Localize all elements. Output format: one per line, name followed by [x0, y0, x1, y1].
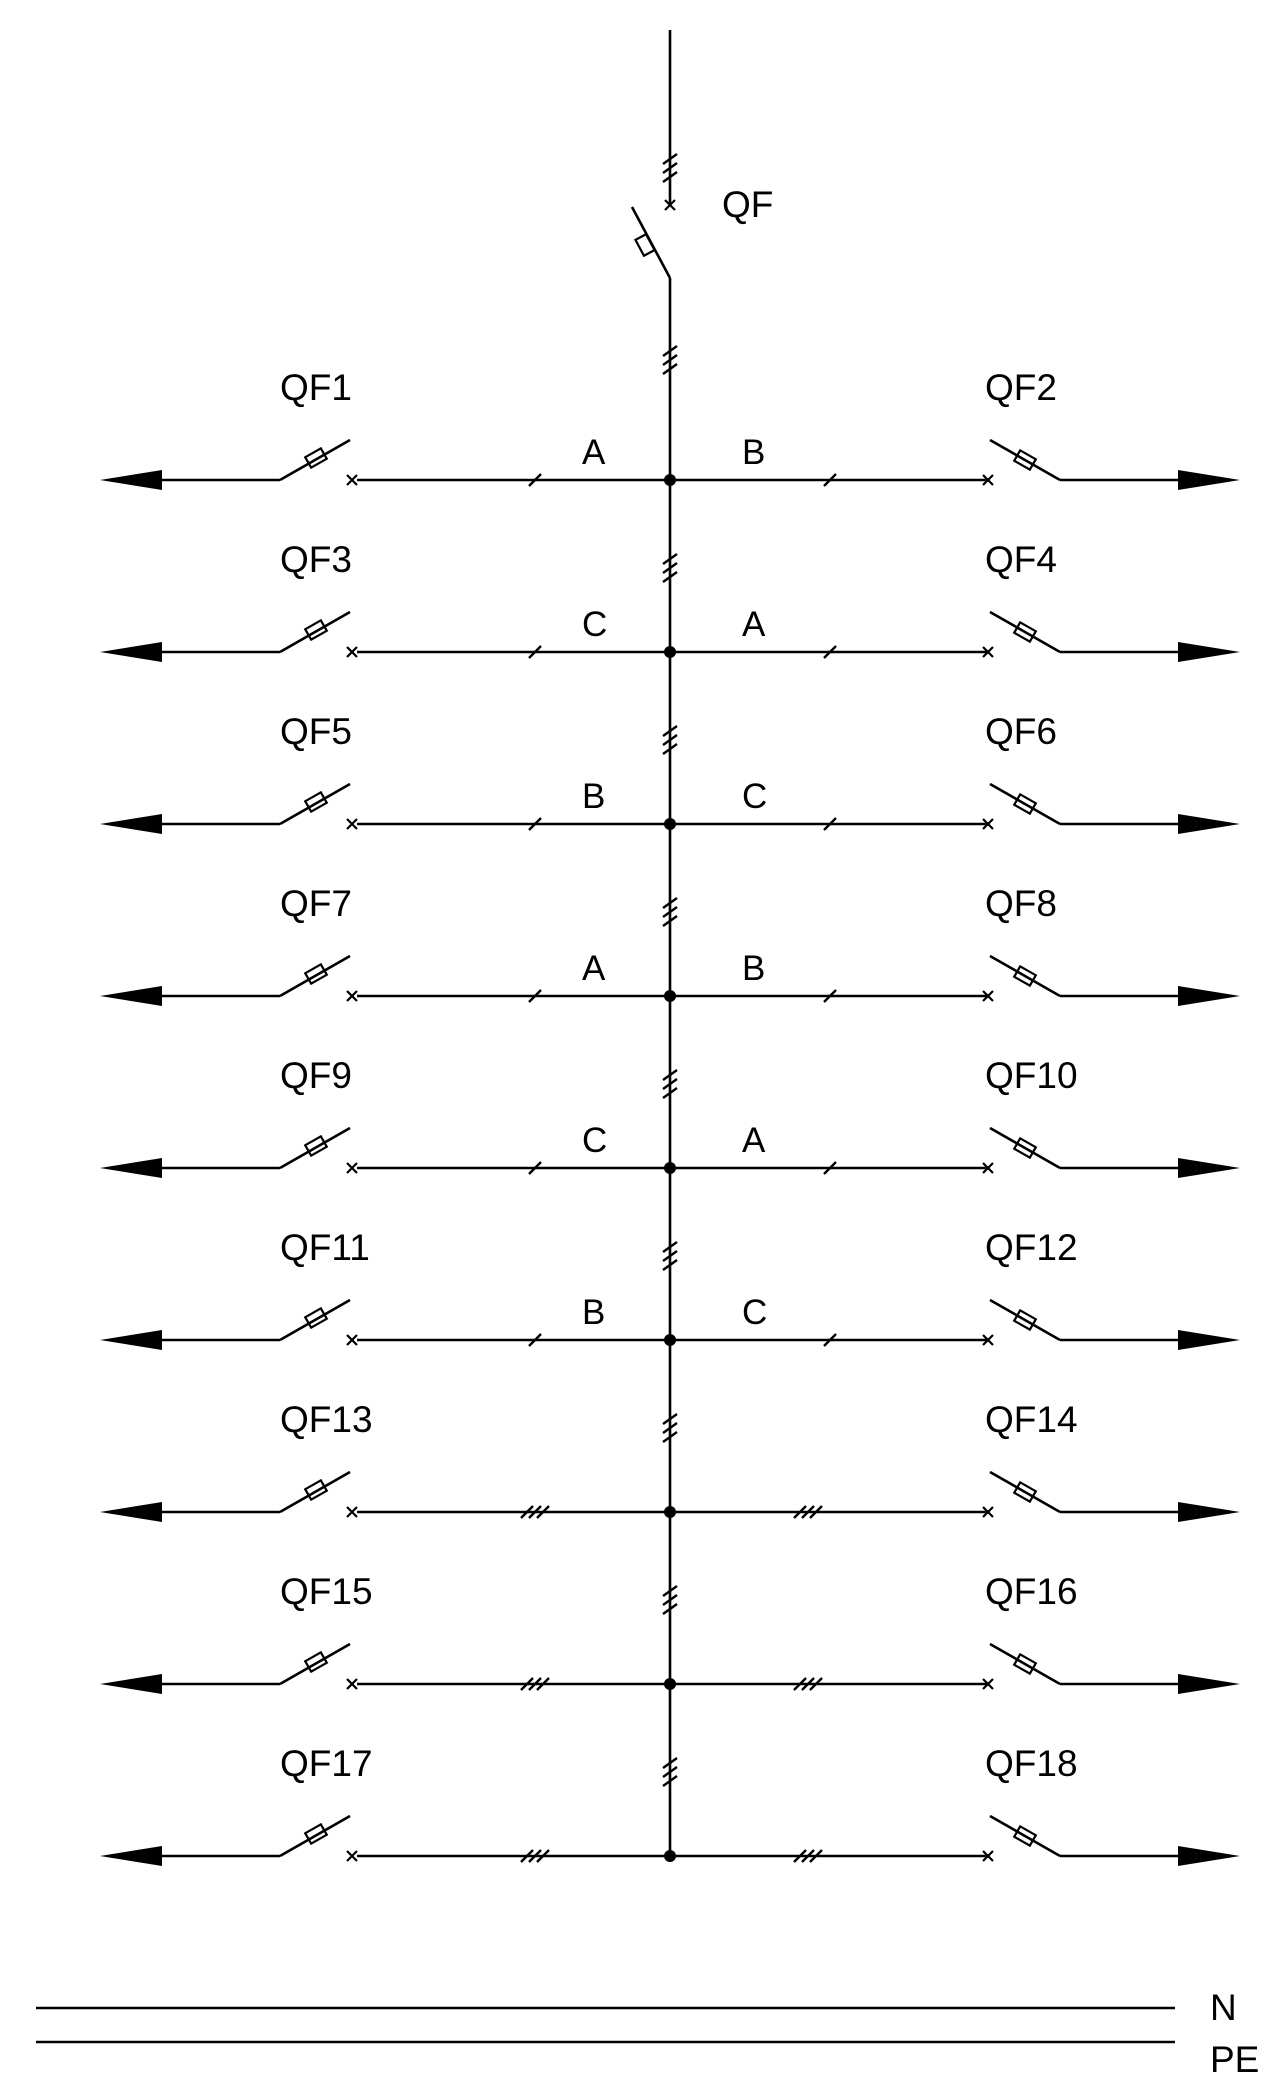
left-breaker-label: QF15: [280, 1571, 373, 1612]
junction-dot: [664, 818, 676, 830]
three-phase-ticks: [663, 898, 677, 926]
junction-dot: [664, 1162, 676, 1174]
right-breaker-label: QF2: [985, 367, 1057, 408]
left-outgoing-arrow: [100, 1502, 162, 1522]
left-breaker-label: QF17: [280, 1743, 373, 1784]
three-phase-ticks: [663, 1242, 677, 1270]
left-breaker-label: QF7: [280, 883, 352, 924]
left-outgoing-arrow: [100, 1330, 162, 1350]
three-phase-ticks: [663, 1070, 677, 1098]
left-outgoing-arrow: [100, 470, 162, 490]
right-outgoing-arrow: [1178, 1330, 1240, 1350]
main-breaker-label: QF: [722, 184, 774, 225]
left-outgoing-arrow: [100, 1674, 162, 1694]
right-phase-label: A: [742, 1121, 766, 1160]
left-outgoing-arrow: [100, 642, 162, 662]
right-breaker-label: QF8: [985, 883, 1057, 924]
right-breaker-label: QF18: [985, 1743, 1078, 1784]
right-outgoing-arrow: [1178, 1158, 1240, 1178]
left-phase-label: A: [582, 433, 606, 472]
three-phase-ticks: [663, 554, 677, 582]
right-outgoing-arrow: [1178, 470, 1240, 490]
three-phase-ticks: [663, 346, 677, 374]
three-phase-ticks: [663, 726, 677, 754]
three-phase-ticks: [663, 1586, 677, 1614]
left-phase-label: B: [582, 1293, 606, 1332]
junction-dot: [664, 990, 676, 1002]
junction-dot: [664, 646, 676, 658]
right-breaker-label: QF4: [985, 539, 1057, 580]
three-phase-ticks: [663, 154, 677, 182]
junction-dot: [664, 474, 676, 486]
junction-dot: [664, 1850, 676, 1862]
left-outgoing-arrow: [100, 814, 162, 834]
pe-label: PE: [1210, 2039, 1260, 2080]
left-outgoing-arrow: [100, 1158, 162, 1178]
right-breaker-label: QF12: [985, 1227, 1078, 1268]
left-breaker-label: QF9: [280, 1055, 352, 1096]
right-breaker-label: QF14: [985, 1399, 1078, 1440]
junction-dot: [664, 1506, 676, 1518]
main-busbar: [663, 30, 677, 1856]
right-phase-label: C: [742, 1293, 768, 1332]
left-outgoing-arrow: [100, 986, 162, 1006]
right-phase-label: B: [742, 433, 766, 472]
neutral-label: N: [1210, 1987, 1237, 2028]
right-breaker-label: QF16: [985, 1571, 1078, 1612]
right-phase-label: B: [742, 949, 766, 988]
right-outgoing-arrow: [1178, 642, 1240, 662]
right-outgoing-arrow: [1178, 1846, 1240, 1866]
right-phase-label: C: [742, 777, 768, 816]
left-breaker-label: QF5: [280, 711, 352, 752]
left-breaker-label: QF13: [280, 1399, 373, 1440]
main-breaker: [632, 184, 773, 278]
three-phase-ticks: [663, 1414, 677, 1442]
left-outgoing-arrow: [100, 1846, 162, 1866]
three-phase-ticks: [663, 1758, 677, 1786]
right-outgoing-arrow: [1178, 814, 1240, 834]
left-phase-label: B: [582, 777, 606, 816]
left-breaker-label: QF1: [280, 367, 352, 408]
right-outgoing-arrow: [1178, 1502, 1240, 1522]
junction-dot: [664, 1334, 676, 1346]
right-breaker-label: QF6: [985, 711, 1057, 752]
right-outgoing-arrow: [1178, 1674, 1240, 1694]
right-outgoing-arrow: [1178, 986, 1240, 1006]
conductor-lines: [36, 1987, 1259, 2080]
left-breaker-label: QF3: [280, 539, 352, 580]
left-breaker-label: QF11: [280, 1227, 370, 1268]
right-phase-label: A: [742, 605, 766, 644]
right-breaker-label: QF10: [985, 1055, 1078, 1096]
left-phase-label: A: [582, 949, 606, 988]
left-phase-label: C: [582, 605, 608, 644]
left-phase-label: C: [582, 1121, 608, 1160]
junction-dot: [664, 1678, 676, 1690]
